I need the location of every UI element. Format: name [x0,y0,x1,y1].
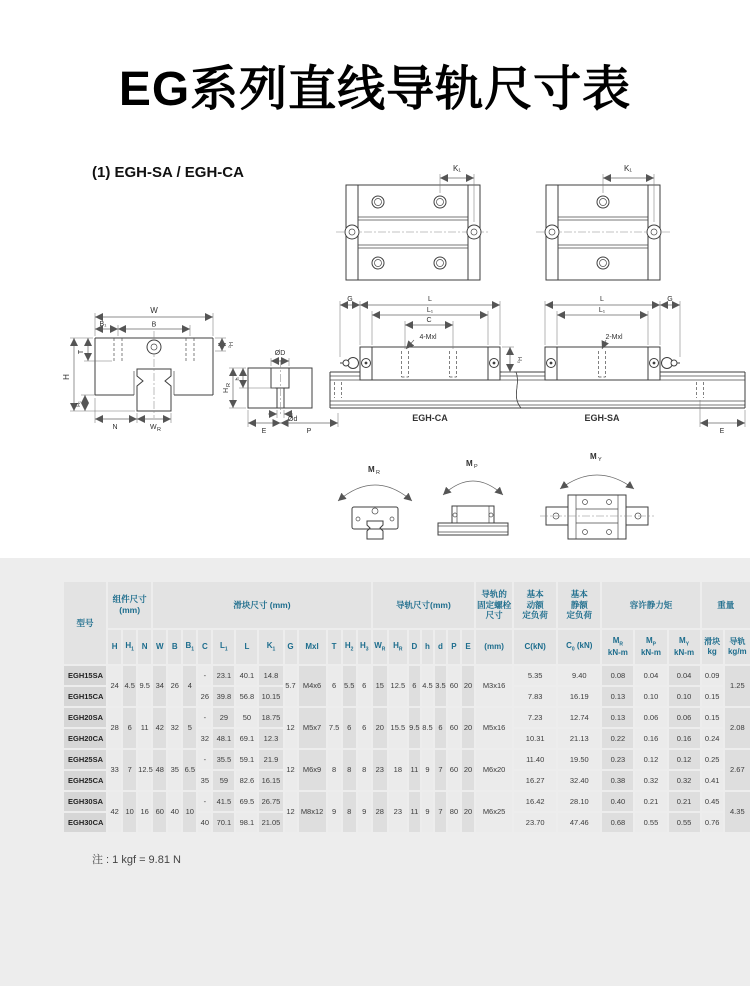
spec-cell: 6 [123,708,136,748]
spec-cell: 80 [448,792,460,832]
spec-cell: 40.1 [236,666,257,685]
model-cell: EGH30SA [64,792,106,811]
spec-cell: 9.40 [558,666,600,685]
spec-cell: 9 [422,750,433,790]
spec-cell: 20 [462,666,474,706]
spec-cell: 0.25 [702,750,723,769]
spec-cell: 5.35 [514,666,556,685]
spec-cell: 5.5 [343,666,356,706]
spec-cell: 23 [389,792,407,832]
spec-cell: 59.1 [236,750,257,769]
dim-label-h-small: h [235,377,241,381]
spec-cell: 60 [448,750,460,790]
column-header: L [236,630,257,664]
model-cell: EGH15SA [64,666,106,685]
spec-cell: 12 [285,792,297,832]
spec-cell: 6 [358,708,371,748]
spec-cell: 0.04 [635,666,666,685]
dim-label-p: P [306,428,312,435]
spec-cell: 48 [153,750,166,790]
spec-cell: 16.19 [558,687,600,706]
column-header: T [328,630,341,664]
spec-cell: 35 [198,771,211,790]
spec-cell: 0.40 [602,792,633,811]
dim-label-g: G [347,296,353,303]
spec-cell: 0.24 [702,729,723,748]
spec-cell: 7 [435,750,446,790]
spec-cell: 26 [168,666,181,706]
spec-cell: 8 [343,750,356,790]
spec-cell: 0.68 [602,813,633,832]
spec-cell: 11.40 [514,750,556,769]
spec-cell: 23.1 [213,666,234,685]
dim-label-l: L [600,296,604,303]
dim-label-e: E [261,428,267,435]
spec-cell: 4.5 [123,666,136,706]
spec-cell: 60 [153,792,166,832]
moment-diagram-my [540,452,654,539]
column-header: E [462,630,474,664]
column-header: G [285,630,297,664]
spec-cell: 32 [198,729,211,748]
column-header: $C_0$ (kN) [558,630,600,664]
carriage-cross-section [62,306,233,433]
column-header: $L_1$ [213,630,234,664]
spec-cell: 48.1 [213,729,234,748]
spec-cell: 32.40 [558,771,600,790]
model-cell: EGH30CA [64,813,106,832]
dim-label-e: E [719,428,725,435]
spec-cell: 4 [183,666,196,706]
spec-cell: 18 [389,750,407,790]
spec-cell: 16 [138,792,151,832]
spec-cell: 0.08 [602,666,633,685]
spec-cell: 59 [213,771,234,790]
spec-cell: 12 [285,708,297,748]
model-cell: EGH25CA [64,771,106,790]
spec-cell: M5x16 [476,708,512,748]
spec-cell: M5x7 [299,708,326,748]
dim-label-wr-sub: R [157,427,161,433]
spec-cell: 12 [285,750,297,790]
column-group-header: 导轨的 固定螺栓 尺寸 [476,582,512,628]
dim-label-h3: H₃ [516,356,522,364]
spec-cell: 50 [236,708,257,727]
spec-cell: 0.06 [669,708,700,727]
spec-cell: 21.9 [259,750,282,769]
spec-cell: 10 [123,792,136,832]
spec-cell: 42 [153,708,166,748]
spec-cell: 29 [213,708,234,727]
spec-cell: 60 [448,666,460,706]
spec-cell: 8.5 [422,708,433,748]
spec-cell: 24 [108,666,121,706]
spec-table-wrapper [62,580,750,834]
spec-cell: 33 [108,750,121,790]
top-view-ca-block [336,164,490,280]
spec-cell: 7.5 [328,708,341,748]
column-header: (mm) [476,630,512,664]
dim-label-od: ØD [274,350,286,357]
spec-cell: 6 [328,666,341,706]
spec-cell: 0.21 [669,792,700,811]
label-mp-sub: P [474,464,478,470]
dim-label-h2: H₂ [227,341,233,349]
spec-cell: 0.55 [669,813,700,832]
spec-cell: 0.16 [669,729,700,748]
column-group-header: 组件尺寸 (mm) [108,582,151,628]
column-header: h [422,630,433,664]
spec-cell: 0.15 [702,708,723,727]
dim-label-od-small: Ød [288,416,298,423]
spec-cell: 28 [373,792,387,832]
model-cell: EGH15CA [64,687,106,706]
spec-cell: - [198,750,211,769]
spec-cell: 0.13 [602,708,633,727]
spec-cell: 0.09 [702,666,723,685]
column-header: C [198,630,211,664]
spec-cell: 41.5 [213,792,234,811]
spec-cell: 16.15 [259,771,282,790]
spec-cell: 6 [409,666,420,706]
callout-2mxl: 2-Mxl [605,334,623,341]
spec-cell: 4.35 [725,792,750,832]
spec-cell: 26 [198,687,211,706]
column-header: d [435,630,446,664]
spec-cell: 6 [358,666,371,706]
column-header: $H_3$ [358,630,371,664]
spec-cell: 69.5 [236,792,257,811]
column-header: 导轨 kg/m [725,630,750,664]
dim-label-h: H [62,374,71,380]
top-view-sa-block [536,164,670,280]
dim-label-b1: B₁ [99,321,107,328]
spec-cell: 12.3 [259,729,282,748]
footnote: 注 : 1 kgf = 9.81 N [92,854,181,866]
spec-cell: - [198,708,211,727]
spec-cell: 7.83 [514,687,556,706]
column-header: 滑块 kg [702,630,723,664]
spec-cell: 8 [358,750,371,790]
spec-cell: 0.23 [602,750,633,769]
dim-label-n: N [112,424,118,431]
spec-cell: 11 [409,792,420,832]
spec-cell: 5.7 [285,666,297,706]
spec-cell: 6 [435,708,446,748]
spec-cell: 0.32 [635,771,666,790]
column-header-model: 型号 [64,582,106,664]
spec-cell: M6x25 [476,792,512,832]
column-header: Mxl [299,630,326,664]
spec-cell: 35 [168,750,181,790]
spec-cell: 9 [422,792,433,832]
spec-cell: 40 [168,792,181,832]
spec-cell: 0.13 [602,687,633,706]
spec-cell: 0.32 [669,771,700,790]
spec-cell: 2.08 [725,708,750,748]
spec-cell: 8 [328,750,341,790]
column-header: $M_P$ kN-m [635,630,666,664]
column-group-header: 重量 [702,582,750,628]
spec-cell: 18.75 [259,708,282,727]
spec-cell: M4x6 [299,666,326,706]
model-cell: EGH25SA [64,750,106,769]
spec-cell: 69.1 [236,729,257,748]
rail-cross-section [223,350,338,435]
column-group-header: 导轨尺寸(mm) [373,582,474,628]
spec-cell: 23 [373,750,387,790]
moment-diagram-mp [438,459,508,535]
spec-cell: 0.38 [602,771,633,790]
spec-cell: 10.15 [259,687,282,706]
column-header: $K_1$ [259,630,282,664]
caption-egh-ca: EGH-CA [412,413,448,423]
spec-cell: 8 [343,792,356,832]
spec-cell: 6 [343,708,356,748]
label-mr-sub: R [376,470,380,476]
spec-cell: 7.23 [514,708,556,727]
column-header: $H_1$ [123,630,136,664]
callout-4mxl: 4-Mxl [419,334,437,341]
rail-side-view [330,296,745,435]
spec-cell: 3.5 [435,666,446,706]
page-title: EG系列直线导轨尺寸表 [118,63,632,116]
spec-cell: 0.45 [702,792,723,811]
spec-cell: 5 [183,708,196,748]
column-header: H [108,630,121,664]
spec-cell: 14.8 [259,666,282,685]
spec-cell: 28.10 [558,792,600,811]
spec-cell: 1.25 [725,666,750,706]
spec-cell: 34 [153,666,166,706]
spec-cell: - [198,792,211,811]
spec-cell: 2.67 [725,750,750,790]
spec-cell: 60 [448,708,460,748]
moment-diagram-mr [338,465,412,539]
spec-cell: 39.8 [213,687,234,706]
spec-cell: 9.5 [409,708,420,748]
dim-label-l: L [428,296,432,303]
spec-cell: 32 [168,708,181,748]
column-header: $H_R$ [389,630,407,664]
spec-cell: 0.15 [702,687,723,706]
spec-cell: 0.41 [702,771,723,790]
spec-cell: 10 [183,792,196,832]
spec-cell: 0.06 [635,708,666,727]
dim-label-k1: K₁ [623,164,633,173]
spec-cell: 23.70 [514,813,556,832]
spec-cell: 0.10 [669,687,700,706]
label-mp: M [466,459,473,468]
dim-label-t: T [78,349,85,355]
spec-cell: M6x20 [476,750,512,790]
dim-label-c: C [426,317,432,324]
label-my-sub: Y [598,457,602,463]
spec-cell: 21.05 [259,813,282,832]
dimension-table [62,580,750,834]
dim-label-l1: L₁ [426,307,434,314]
column-group-header: 基本 静额 定负荷 [558,582,600,628]
spec-cell: 16.42 [514,792,556,811]
spec-cell: 0.04 [669,666,700,685]
column-header: $M_Y$ kN-m [669,630,700,664]
technical-drawing [0,155,750,555]
spec-cell: 19.50 [558,750,600,769]
column-group-header: 基本 动额 定负荷 [514,582,556,628]
column-header: N [138,630,151,664]
dim-label-h1: H₁ [76,401,82,407]
column-header: P [448,630,460,664]
spec-cell: 9 [358,792,371,832]
spec-cell: 7 [123,750,136,790]
spec-cell: 0.55 [635,813,666,832]
dim-label-wr: W [150,424,157,431]
column-header: $H_2$ [343,630,356,664]
spec-cell: M3x16 [476,666,512,706]
spec-cell: 35.5 [213,750,234,769]
spec-cell: 11 [138,708,151,748]
spec-cell: 26.75 [259,792,282,811]
caption-egh-sa: EGH-SA [584,413,620,423]
column-header: B [168,630,181,664]
spec-cell: 0.22 [602,729,633,748]
column-header: C(kN) [514,630,556,664]
spec-cell: - [198,666,211,685]
spec-cell: 4.5 [422,666,433,706]
spec-cell: 40 [198,813,211,832]
spec-cell: 47.46 [558,813,600,832]
dim-label-g: G [667,296,673,303]
spec-cell: 42 [108,792,121,832]
spec-cell: 10.31 [514,729,556,748]
spec-cell: 98.1 [236,813,257,832]
dim-label-hr-sub: R [226,383,232,387]
spec-cell: 20 [462,708,474,748]
model-cell: EGH20SA [64,708,106,727]
dim-label-b: B [151,321,157,329]
spec-cell: 0.12 [635,750,666,769]
spec-cell: 11 [409,750,420,790]
label-mr: M [368,465,375,474]
spec-cell: 15 [373,666,387,706]
spec-cell: M6x9 [299,750,326,790]
spec-cell: 28 [108,708,121,748]
column-header: W [153,630,166,664]
spec-cell: M8x12 [299,792,326,832]
dim-label-hr: H [223,387,230,393]
column-header: D [409,630,420,664]
spec-cell: 12.5 [389,666,407,706]
dim-label-k1: K₁ [452,164,462,173]
spec-cell: 9.5 [138,666,151,706]
column-header: $W_R$ [373,630,387,664]
column-header: $M_R$ kN-m [602,630,633,664]
spec-cell: 0.10 [635,687,666,706]
spec-cell: 9 [328,792,341,832]
label-my: M [590,452,597,461]
spec-cell: 82.6 [236,771,257,790]
column-group-header: 滑块尺寸 (mm) [153,582,371,628]
spec-cell: 12.74 [558,708,600,727]
column-group-header: 容许静力矩 [602,582,699,628]
spec-cell: 0.21 [635,792,666,811]
spec-cell: 6.5 [183,750,196,790]
spec-cell: 7 [435,792,446,832]
spec-cell: 70.1 [213,813,234,832]
spec-cell: 21.13 [558,729,600,748]
spec-cell: 20 [462,792,474,832]
section-label: (1) EGH-SA / EGH-CA [92,164,244,181]
spec-cell: 56.8 [236,687,257,706]
column-header: $B_1$ [183,630,196,664]
spec-cell: 20 [462,750,474,790]
model-cell: EGH20CA [64,729,106,748]
spec-cell: 0.76 [702,813,723,832]
spec-cell: 16.27 [514,771,556,790]
spec-cell: 0.16 [635,729,666,748]
dim-label-l1: L₁ [598,307,606,314]
spec-cell: 20 [373,708,387,748]
spec-cell: 12.5 [138,750,151,790]
spec-cell: 0.12 [669,750,700,769]
spec-cell: 15.5 [389,708,407,748]
dim-label-w: W [150,306,158,315]
